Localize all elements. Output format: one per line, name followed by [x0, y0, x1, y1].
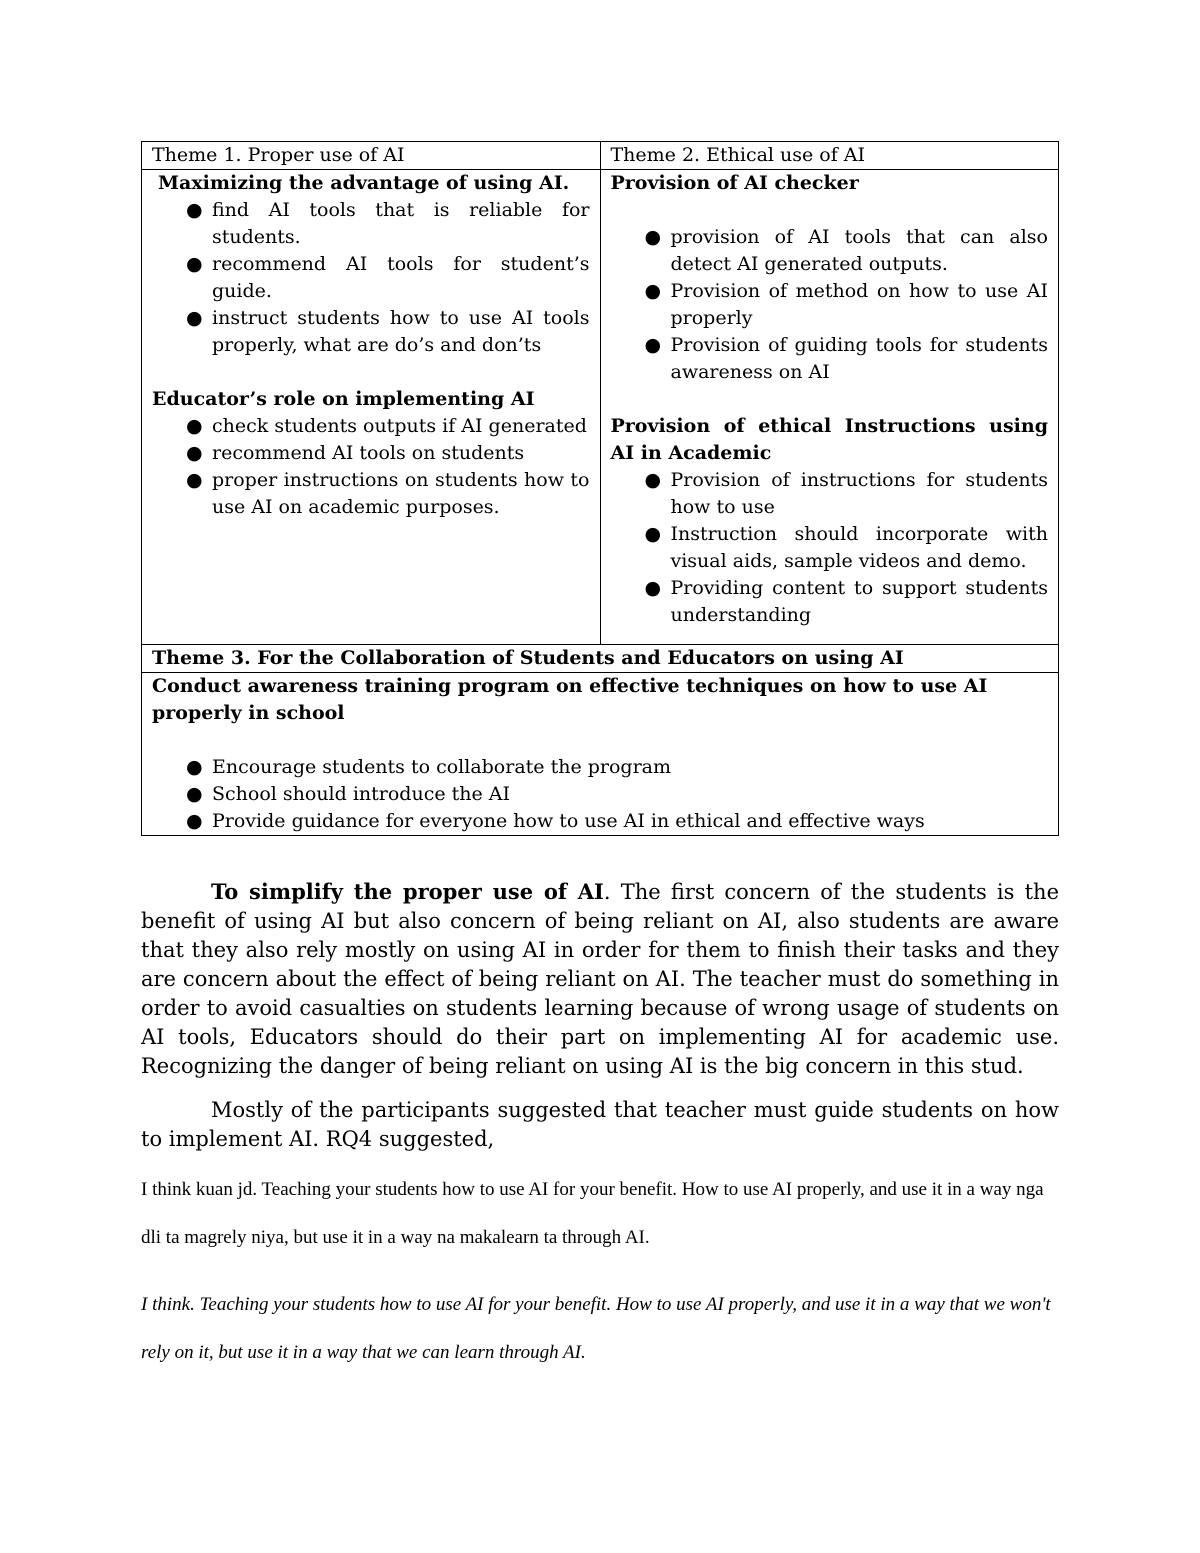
- list-item-text: provision of AI tools that can also detect AI generated outputs.: [670, 226, 1048, 275]
- paragraph-text: . The first concern of the students is the benefit of using AI but also concern of being reliant on AI, also students are aware that they also rely mostly on using AI in order for them to finish their tasks and they are concern about the effect of being reliant on AI. The teacher must do something in order to avoid casualties on students learning because of wrong usage of students on AI tools, Educators should do their part on implementing AI for academic use. Recognizing the danger of being reliant on using AI is the big concern in this stud.: [141, 880, 1059, 1078]
- list-item: [152, 413, 590, 440]
- list-item-text: Providing content to support students understanding: [670, 577, 1048, 626]
- bullet-icon: ●: [644, 469, 662, 491]
- list-item-text: Instruction should incorporate with visual aids, sample videos and demo.: [670, 523, 1048, 572]
- list-item: [152, 197, 590, 251]
- list-item-text: Encourage students to collaborate the program: [212, 756, 672, 778]
- paragraph-text: Mostly of the participants suggested that teacher must guide students on how to implement AI. RQ4 suggested,: [141, 1098, 1059, 1151]
- theme1-header: Theme 1. Proper use of AI: [142, 142, 601, 170]
- theme3-list: [152, 754, 1048, 835]
- paragraph-lead: To simplify the proper use of AI: [211, 879, 604, 904]
- list-item: [611, 332, 1049, 386]
- bullet-icon: ●: [186, 442, 203, 464]
- list-item: [611, 575, 1049, 629]
- list-item-text: recommend AI tools on students: [212, 442, 525, 464]
- list-item: [152, 440, 590, 467]
- bullet-icon: ●: [644, 523, 662, 545]
- spacer: [152, 727, 1048, 754]
- theme3-cell: [142, 673, 1059, 836]
- bullet-icon: ●: [186, 307, 203, 329]
- bullet-icon: ●: [186, 810, 203, 832]
- list-item-text: check students outputs if AI generated: [212, 415, 587, 437]
- list-item: [611, 278, 1049, 332]
- themes-content-row: [142, 170, 1059, 645]
- paragraph-proper-use: [141, 877, 1059, 1081]
- theme2-section2-title: Provision of ethical Instructions using AI in Academic: [610, 415, 1048, 464]
- list-item: [152, 754, 1048, 781]
- list-item-text: proper instructions on students how to use AI on academic purposes.: [212, 469, 590, 518]
- list-item-text: Provision of instructions for students how to use: [670, 469, 1048, 518]
- spacer: [152, 359, 590, 386]
- quote-original: I think kuan jd. Teaching your students how to use AI for your benefit. How to use AI properly, and use it in a way nga dli ta magrely niya, but use it in a way na makalearn ta through AI.: [141, 1179, 1044, 1248]
- bullet-icon: ●: [186, 469, 203, 491]
- themes-table: [141, 141, 1059, 836]
- spacer: [611, 386, 1049, 413]
- bullet-icon: ●: [644, 334, 662, 356]
- theme1-cell: [142, 170, 601, 645]
- theme3-title: Conduct awareness training program on effective techniques on how to use AI properly in school: [152, 675, 988, 724]
- list-item: [152, 808, 1048, 835]
- theme2-cell: [600, 170, 1059, 645]
- bullet-icon: ●: [644, 226, 662, 248]
- list-item: [152, 251, 590, 305]
- theme3-header-row: [142, 645, 1059, 673]
- theme1-section2-list: [152, 413, 590, 521]
- list-item: [152, 467, 590, 521]
- list-item: [611, 224, 1049, 278]
- list-item-text: School should introduce the AI: [212, 783, 511, 805]
- list-item: [611, 521, 1049, 575]
- list-item-text: recommend AI tools for student’s guide.: [212, 253, 590, 302]
- list-item-text: Provision of guiding tools for students awareness on AI: [670, 334, 1048, 383]
- list-item-text: find AI tools that is reliable for students.: [212, 199, 590, 248]
- quote-translation: I think. Teaching your students how to use AI for your benefit. How to use AI properly, and use it in a way that we won't rely on it, but use it in a way that we can learn through AI.: [141, 1294, 1051, 1363]
- bullet-icon: ●: [186, 783, 203, 805]
- list-item-text: Provide guidance for everyone how to use AI in ethical and effective ways: [212, 810, 925, 832]
- list-item-text: Provision of method on how to use AI properly: [670, 280, 1048, 329]
- theme2-section1-list: [611, 224, 1049, 386]
- theme2-section1-title: Provision of AI checker: [610, 172, 859, 194]
- bullet-icon: ●: [186, 415, 203, 437]
- bullet-icon: ●: [644, 280, 662, 302]
- bullet-icon: ●: [644, 577, 662, 599]
- themes-header-row: [142, 142, 1059, 170]
- bullet-icon: ●: [186, 199, 203, 221]
- paragraph-participants: [141, 1096, 1059, 1154]
- theme3-header: Theme 3. For the Collaboration of Students and Educators on using AI: [142, 645, 1059, 673]
- list-item: [152, 305, 590, 359]
- theme1-section1-list: [152, 197, 590, 359]
- theme1-section1-title: Maximizing the advantage of using AI.: [158, 172, 570, 194]
- theme1-section2-title: Educator’s role on implementing AI: [152, 388, 535, 410]
- theme2-header: Theme 2. Ethical use of AI: [600, 142, 1059, 170]
- list-item-text: instruct students how to use AI tools properly, what are do’s and don’ts: [212, 307, 590, 356]
- list-item: [611, 467, 1049, 521]
- theme3-content-row: [142, 673, 1059, 836]
- spacer: [611, 197, 1049, 224]
- bullet-icon: ●: [186, 756, 203, 778]
- list-item: [152, 781, 1048, 808]
- bullet-icon: ●: [186, 253, 203, 275]
- theme2-section2-list: [611, 467, 1049, 629]
